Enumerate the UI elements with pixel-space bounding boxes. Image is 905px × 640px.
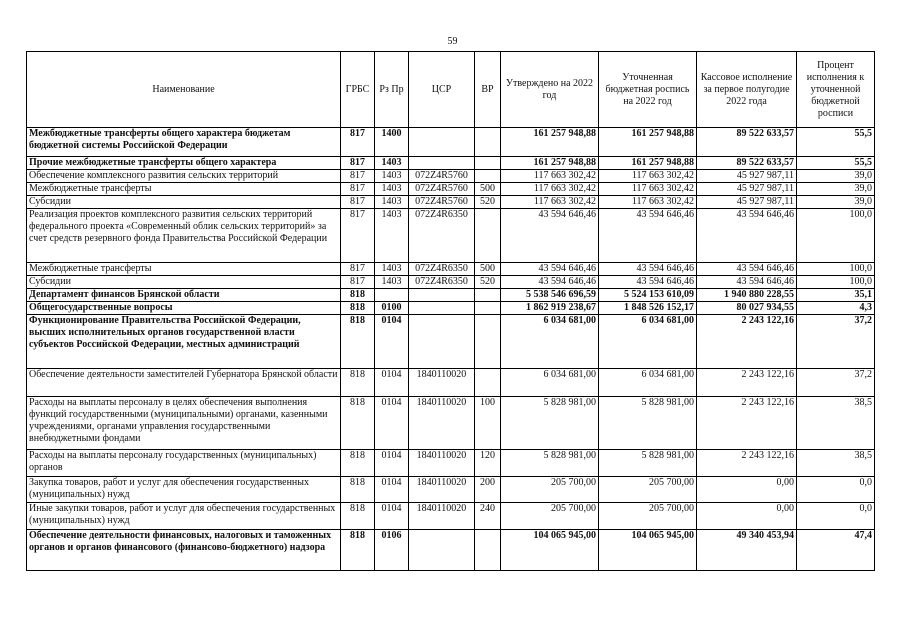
row-approved: 43 594 646,46 — [501, 263, 599, 276]
header-name: Наименование — [27, 52, 341, 128]
row-name: Субсидии — [27, 276, 341, 289]
row-refined: 43 594 646,46 — [599, 276, 697, 289]
row-cash: 1 940 880 228,55 — [697, 289, 797, 302]
row-refined: 205 700,00 — [599, 503, 697, 530]
table-row — [27, 503, 875, 530]
row-rzpr: 0104 — [375, 315, 409, 369]
row-csr — [409, 289, 475, 302]
row-name: Закупка товаров, работ и услуг для обеспечения государственных (муниципальных) нужд — [27, 477, 341, 503]
table-row — [27, 170, 875, 183]
row-csr: 072Z4R6350 — [409, 263, 475, 276]
row-vr: 240 — [475, 503, 501, 530]
row-rzpr: 0104 — [375, 369, 409, 397]
header-approved: Утверждено на 2022 год — [501, 52, 599, 128]
row-cash: 0,00 — [697, 477, 797, 503]
table-row — [27, 397, 875, 450]
row-csr: 072Z4R5760 — [409, 170, 475, 183]
table-row — [27, 302, 875, 315]
row-name: Иные закупки товаров, работ и услуг для обеспечения государственных (муниципальных) нужд — [27, 503, 341, 530]
table-header-row — [27, 52, 875, 128]
row-refined: 6 034 681,00 — [599, 315, 697, 369]
table-row — [27, 289, 875, 302]
row-approved: 117 663 302,42 — [501, 183, 599, 196]
row-refined: 205 700,00 — [599, 477, 697, 503]
row-rzpr: 1403 — [375, 183, 409, 196]
row-name: Субсидии — [27, 196, 341, 209]
row-percent: 38,5 — [797, 450, 875, 477]
row-refined: 117 663 302,42 — [599, 196, 697, 209]
row-refined: 6 034 681,00 — [599, 369, 697, 397]
row-grbs: 817 — [341, 157, 375, 170]
row-name: Обеспечение деятельности финансовых, налоговых и таможенных органов и органов финансового (финансово-бюджетного) надзора — [27, 530, 341, 571]
row-percent: 100,0 — [797, 263, 875, 276]
row-name: Межбюджетные трансферты общего характера бюджетам бюджетной системы Российской Федерации — [27, 128, 341, 157]
row-rzpr: 0104 — [375, 503, 409, 530]
row-rzpr: 1403 — [375, 157, 409, 170]
row-rzpr: 0104 — [375, 477, 409, 503]
row-approved: 205 700,00 — [501, 477, 599, 503]
row-vr — [475, 369, 501, 397]
row-approved: 161 257 948,88 — [501, 157, 599, 170]
table-row — [27, 369, 875, 397]
row-csr: 072Z4R5760 — [409, 196, 475, 209]
row-rzpr: 1403 — [375, 196, 409, 209]
row-cash: 43 594 646,46 — [697, 263, 797, 276]
row-approved: 1 862 919 238,67 — [501, 302, 599, 315]
row-rzpr: 1400 — [375, 128, 409, 157]
row-approved: 5 828 981,00 — [501, 397, 599, 450]
row-vr: 500 — [475, 263, 501, 276]
row-rzpr: 0106 — [375, 530, 409, 571]
row-approved: 205 700,00 — [501, 503, 599, 530]
row-refined: 43 594 646,46 — [599, 209, 697, 263]
row-csr — [409, 302, 475, 315]
table-row — [27, 477, 875, 503]
row-percent: 4,3 — [797, 302, 875, 315]
row-name: Общегосударственные вопросы — [27, 302, 341, 315]
row-grbs: 818 — [341, 315, 375, 369]
header-refined: Уточненная бюджетная роспись на 2022 год — [599, 52, 697, 128]
row-approved: 5 538 546 696,59 — [501, 289, 599, 302]
row-percent: 35,1 — [797, 289, 875, 302]
row-grbs: 817 — [341, 128, 375, 157]
row-csr: 1840110020 — [409, 503, 475, 530]
row-percent: 0,0 — [797, 503, 875, 530]
row-csr — [409, 315, 475, 369]
table-row — [27, 128, 875, 157]
row-percent: 39,0 — [797, 170, 875, 183]
row-grbs: 818 — [341, 530, 375, 571]
row-rzpr: 1403 — [375, 209, 409, 263]
row-percent: 39,0 — [797, 183, 875, 196]
table-row — [27, 263, 875, 276]
row-name: Реализация проектов комплексного развития сельских территорий федерального проекта «Современный облик сельских территорий» за счет средств резервного фонда Правительства Российской Федерации — [27, 209, 341, 263]
row-cash: 2 243 122,16 — [697, 369, 797, 397]
row-percent: 37,2 — [797, 315, 875, 369]
row-refined: 1 848 526 152,17 — [599, 302, 697, 315]
row-cash: 45 927 987,11 — [697, 170, 797, 183]
row-csr: 1840110020 — [409, 369, 475, 397]
row-cash: 45 927 987,11 — [697, 183, 797, 196]
header-csr: ЦСР — [409, 52, 475, 128]
row-rzpr: 1403 — [375, 170, 409, 183]
row-vr — [475, 530, 501, 571]
page-number: 59 — [447, 36, 458, 47]
row-csr — [409, 128, 475, 157]
row-percent: 38,5 — [797, 397, 875, 450]
row-rzpr: 1403 — [375, 263, 409, 276]
row-grbs: 818 — [341, 503, 375, 530]
row-refined: 43 594 646,46 — [599, 263, 697, 276]
row-percent: 0,0 — [797, 477, 875, 503]
header-cash: Кассовое исполнение за первое полугодие 2022 года — [697, 52, 797, 128]
row-refined: 161 257 948,88 — [599, 128, 697, 157]
row-approved: 104 065 945,00 — [501, 530, 599, 571]
row-vr: 100 — [475, 397, 501, 450]
row-percent: 39,0 — [797, 196, 875, 209]
row-cash: 43 594 646,46 — [697, 209, 797, 263]
row-csr: 072Z4R5760 — [409, 183, 475, 196]
row-grbs: 817 — [341, 263, 375, 276]
table-row — [27, 315, 875, 369]
row-name: Обеспечение комплексного развития сельских территорий — [27, 170, 341, 183]
row-csr: 1840110020 — [409, 477, 475, 503]
table-row — [27, 450, 875, 477]
table-row — [27, 196, 875, 209]
row-grbs: 817 — [341, 209, 375, 263]
row-grbs: 818 — [341, 289, 375, 302]
row-cash: 43 594 646,46 — [697, 276, 797, 289]
row-grbs: 818 — [341, 302, 375, 315]
row-vr — [475, 157, 501, 170]
row-percent: 100,0 — [797, 209, 875, 263]
table-row — [27, 209, 875, 263]
row-rzpr: 1403 — [375, 276, 409, 289]
row-cash: 80 027 934,55 — [697, 302, 797, 315]
table-row — [27, 276, 875, 289]
row-cash: 89 522 633,57 — [697, 157, 797, 170]
row-refined: 117 663 302,42 — [599, 170, 697, 183]
row-grbs: 818 — [341, 450, 375, 477]
table-body — [27, 128, 875, 571]
row-cash: 2 243 122,16 — [697, 397, 797, 450]
row-rzpr — [375, 289, 409, 302]
row-vr — [475, 289, 501, 302]
row-refined: 161 257 948,88 — [599, 157, 697, 170]
header-vr: ВР — [475, 52, 501, 128]
row-percent: 37,2 — [797, 369, 875, 397]
budget-table — [26, 51, 875, 571]
row-cash: 2 243 122,16 — [697, 450, 797, 477]
row-vr — [475, 209, 501, 263]
row-vr — [475, 302, 501, 315]
header-rzpr: Рз Пр — [375, 52, 409, 128]
row-csr: 072Z4R6350 — [409, 209, 475, 263]
row-approved: 6 034 681,00 — [501, 369, 599, 397]
row-refined: 5 828 981,00 — [599, 450, 697, 477]
row-vr — [475, 170, 501, 183]
row-grbs: 818 — [341, 477, 375, 503]
row-grbs: 818 — [341, 397, 375, 450]
row-vr: 200 — [475, 477, 501, 503]
row-name: Прочие межбюджетные трансферты общего характера — [27, 157, 341, 170]
row-rzpr: 0104 — [375, 450, 409, 477]
row-csr: 1840110020 — [409, 397, 475, 450]
row-csr: 072Z4R6350 — [409, 276, 475, 289]
row-name: Расходы на выплаты персоналу государственных (муниципальных) органов — [27, 450, 341, 477]
row-refined: 5 524 153 610,09 — [599, 289, 697, 302]
row-csr: 1840110020 — [409, 450, 475, 477]
row-grbs: 817 — [341, 276, 375, 289]
row-grbs: 817 — [341, 183, 375, 196]
row-name: Расходы на выплаты персоналу в целях обеспечения выполнения функций государственными (муниципальными) органами, казенными учреждениями, органами управления государственными внебюджетными фондами — [27, 397, 341, 450]
header-grbs: ГРБС — [341, 52, 375, 128]
row-vr — [475, 315, 501, 369]
row-cash: 89 522 633,57 — [697, 128, 797, 157]
row-cash: 49 340 453,94 — [697, 530, 797, 571]
row-percent: 55,5 — [797, 157, 875, 170]
row-name: Межбюджетные трансферты — [27, 183, 341, 196]
table-row — [27, 530, 875, 571]
row-csr — [409, 157, 475, 170]
row-approved: 43 594 646,46 — [501, 209, 599, 263]
table-row — [27, 183, 875, 196]
row-refined: 104 065 945,00 — [599, 530, 697, 571]
row-vr — [475, 128, 501, 157]
row-name: Обеспечение деятельности заместителей Губернатора Брянской области — [27, 369, 341, 397]
row-cash: 45 927 987,11 — [697, 196, 797, 209]
row-cash: 0,00 — [697, 503, 797, 530]
row-vr: 120 — [475, 450, 501, 477]
row-vr: 520 — [475, 196, 501, 209]
row-grbs: 817 — [341, 170, 375, 183]
row-approved: 43 594 646,46 — [501, 276, 599, 289]
row-name: Департамент финансов Брянской области — [27, 289, 341, 302]
row-rzpr: 0104 — [375, 397, 409, 450]
row-vr: 520 — [475, 276, 501, 289]
row-refined: 117 663 302,42 — [599, 183, 697, 196]
table-row — [27, 157, 875, 170]
row-approved: 117 663 302,42 — [501, 170, 599, 183]
row-csr — [409, 530, 475, 571]
row-vr: 500 — [475, 183, 501, 196]
row-percent: 55,5 — [797, 128, 875, 157]
row-approved: 6 034 681,00 — [501, 315, 599, 369]
row-percent: 100,0 — [797, 276, 875, 289]
row-refined: 5 828 981,00 — [599, 397, 697, 450]
header-percent: Процент исполнения к уточненной бюджетной росписи — [797, 52, 875, 128]
row-name: Межбюджетные трансферты — [27, 263, 341, 276]
row-rzpr: 0100 — [375, 302, 409, 315]
row-approved: 117 663 302,42 — [501, 196, 599, 209]
row-percent: 47,4 — [797, 530, 875, 571]
row-grbs: 818 — [341, 369, 375, 397]
row-approved: 161 257 948,88 — [501, 128, 599, 157]
row-approved: 5 828 981,00 — [501, 450, 599, 477]
row-name: Функционирование Правительства Российской Федерации, высших исполнительных органов государственной власти субъектов Российской Федерации, местных администраций — [27, 315, 341, 369]
row-cash: 2 243 122,16 — [697, 315, 797, 369]
row-grbs: 817 — [341, 196, 375, 209]
